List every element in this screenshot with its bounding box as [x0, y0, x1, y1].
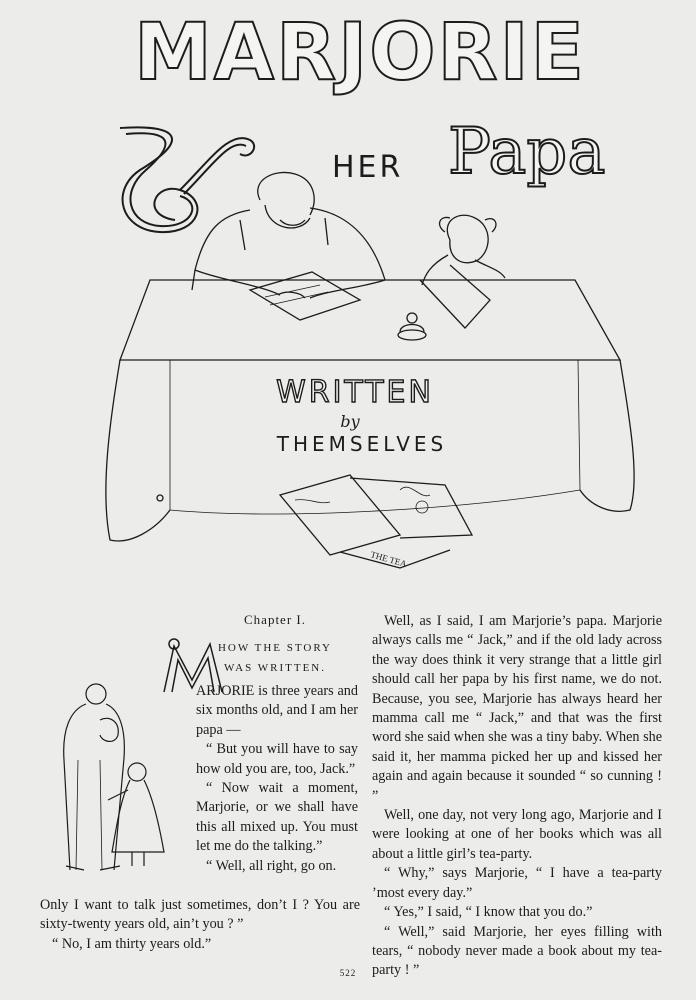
chapter-subtitle-line1: HOW THE STORY	[217, 642, 332, 654]
right-column	[372, 612, 662, 981]
title-her: HER	[332, 150, 404, 185]
paragraph: “ But you will have to say how old you are, too, Jack.”	[196, 741, 358, 777]
paragraph: “ Well,” said Marjorie, her eyes filling with tears, “ nobody never made a book about my tea-party ! ”	[372, 923, 662, 979]
left-column-narrow	[196, 682, 358, 876]
figures-illustration	[40, 680, 190, 880]
paper-text: THE TEA	[369, 549, 408, 570]
paragraph: Only I want to talk just sometimes, don’t I ? You are sixty-twenty years old, ain’t you ? ”	[40, 897, 360, 933]
paragraph: “ Yes,” I said, “ I know that you do.”	[384, 904, 593, 921]
left-column-wide	[40, 896, 360, 954]
paragraph: “ Why,” says Marjorie, “ I have a tea-party ’most every day.”	[372, 865, 662, 901]
paragraph: Well, one day, not very long ago, Marjorie and I were looking at one of her books which was all about a little girl’s tea-party.	[372, 807, 662, 862]
title-marjorie: MARJORIE	[134, 8, 586, 98]
paragraph: “ No, I am thirty years old.”	[52, 935, 212, 952]
title-themselves: THEMSELVES	[276, 432, 448, 456]
paragraph: “ Now wait a moment, Marjorie, or we shall have this all mixed up. You must let me do the talking.”	[196, 780, 358, 855]
title-by: by	[340, 412, 360, 431]
paragraph: ARJORIE is three years and six months old, and I am her papa —	[196, 683, 358, 738]
chapter-subtitle-line2: WAS WRITTEN.	[223, 662, 326, 674]
title-written: WRITTEN	[276, 375, 434, 410]
title-papa: Papa	[448, 115, 606, 189]
paragraph: “ Well, all right, go on.	[206, 857, 337, 874]
chapter-heading: Chapter I.	[244, 612, 306, 627]
paragraph: Well, as I said, I am Marjorie’s papa. Marjorie always calls me “ Jack,” and if the old lady across the way does think it very strange that a little girl should call her papa by his first name, we do not. Because, you see, Marjorie has always heard her mamma call me “ Jack,” and that was the first word she said when she was a tiny baby. When she said it, her mamma picked her up and kissed her again and again because it sounded “ so cunning ! ”	[372, 613, 662, 804]
page-number: 522	[339, 968, 357, 978]
